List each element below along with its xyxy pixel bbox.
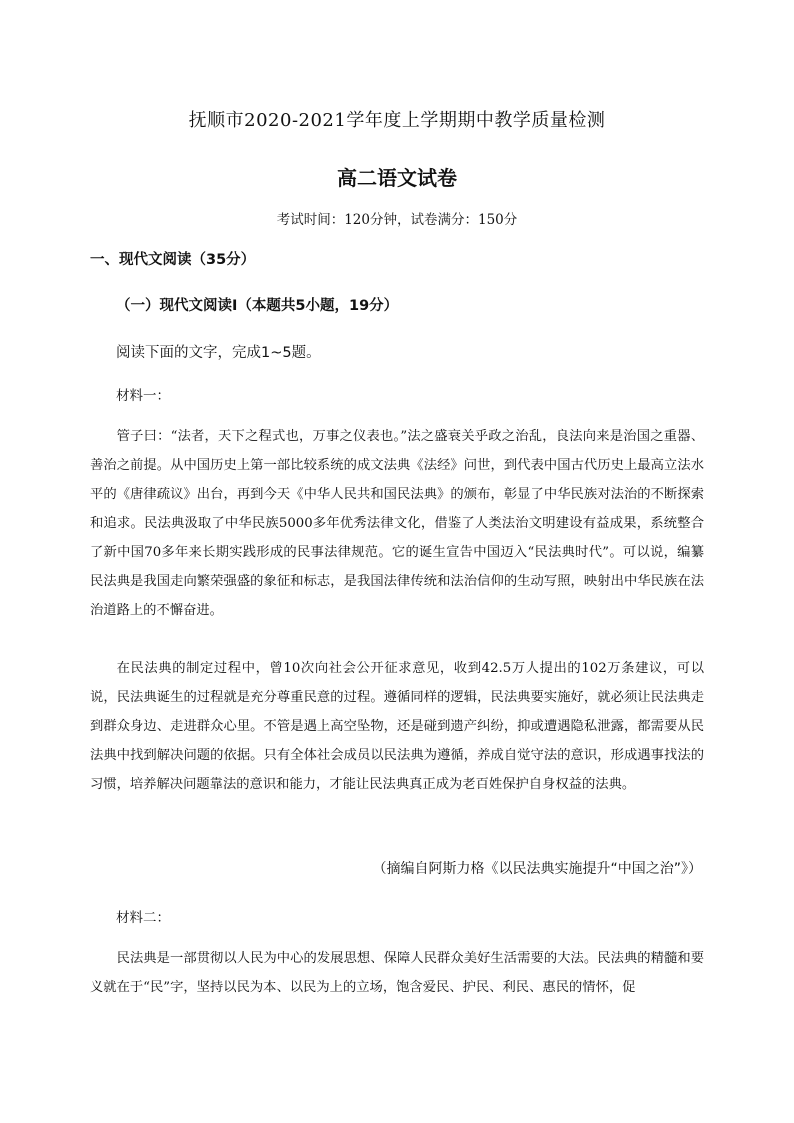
material2-label: 材料二： (116, 910, 170, 926)
subsection-heading: （一）现代文阅读Ⅰ（本题共5小题，19分） (116, 298, 399, 314)
material2-paragraph1: 民法典是一部贯彻以人民为中心的发展思想、保障人民群众美好生活需要的大法。民法典的精髓和要义就在于“民”字，坚持以民为本、以民为上的立场，饱含爱民、护民、利民、惠民的情怀，促 (90, 951, 704, 995)
exam-title: 抚顺市2020-2021学年度上学期期中教学质量检测 (188, 110, 606, 131)
material1-paragraph1: 管子曰：“法者，天下之程式也，万事之仪表也。”法之盛衰关乎政之治乱，良法向来是治国之重器、善治之前提。从中国历史上第一部比较系统的成文法典《法经》问世，到代表中国古代历史上最高立法水平的《唐律疏议》出台，再到今天《中华人民共和国民法典》的颁布，彰显了中华民族对法治的不断探索和追求。民法典汲取了中华民族5000多年优秀法律文化，借鉴了人类法治文明建设有益成果，系统整合了新中国70多年来长期实践形成的民事法律规范。它的诞生宣告中国迈入“民法典时代”。可以说，编纂民法典是我国走向繁荣强盛的象征和标志，是我国法律传统和法治信仰的生动写照，映射出中华民族在法治道路上的不懈奋进。 (90, 429, 704, 618)
material1-source: （摘编自阿斯力格《以民法典实施提升“中国之治”》） (372, 861, 702, 877)
exam-info: 考试时间：120分钟，试卷满分：150分 (276, 212, 518, 228)
exam-subtitle: 高二语文试卷 (337, 166, 457, 190)
material1-paragraph2: 在民法典的制定过程中，曾10次向社会公开征求意见，收到42.5万人提出的102万条建议，可以说，民法典诞生的过程就是充分尊重民意的过程。遵循同样的逻辑，民法典要实施好，就必须让民法典走到群众身边、走进群众心里。不管是遇上高空坠物，还是碰到遗产纠纷，抑或遭遇隐私泄露，都需要从民法典中找到解决问题的依据。只有全体社会成员以民法典为遵循，养成自觉守法的意识，形成遇事找法的习惯，培养解决问题靠法的意识和能力，才能让民法典真正成为老百姓保护自身权益的法典。 (90, 661, 704, 792)
material1-label: 材料一： (116, 388, 170, 404)
reading-instruction: 阅读下面的文字，完成1~5题。 (116, 345, 321, 361)
section-heading: 一、现代文阅读（35分） (90, 252, 256, 268)
